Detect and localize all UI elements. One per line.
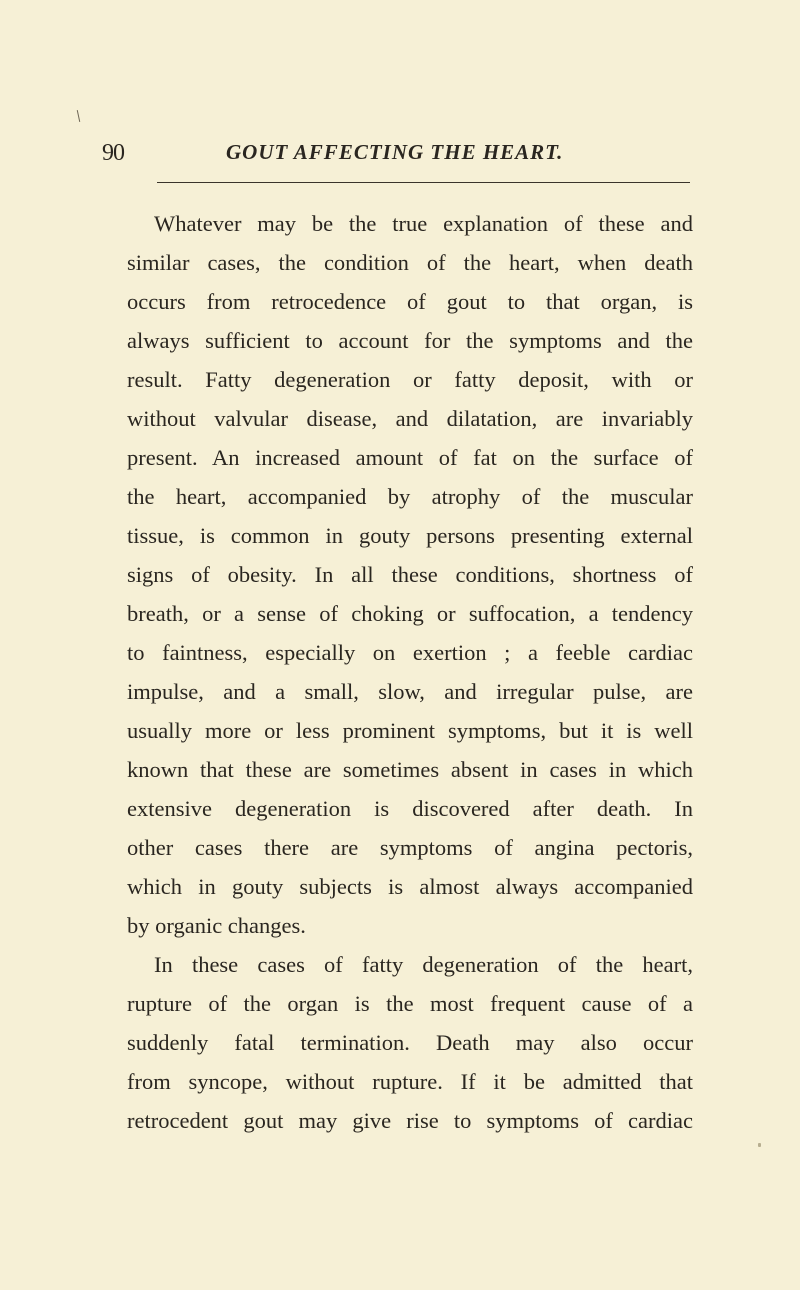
- text-line: extensive degeneration is discovered after death. In: [127, 796, 693, 821]
- page-header: [102, 140, 692, 170]
- text-line: impulse, and a small, slow, and irregular pulse, are: [127, 679, 693, 704]
- text-line: breath, or a sense of choking or suffocation, a tendency: [127, 601, 693, 626]
- text-line: from syncope, without rupture. If it be admitted that: [127, 1069, 693, 1094]
- text-line: other cases there are symptoms of angina pectoris,: [127, 835, 693, 860]
- text-line: retrocedent gout may give rise to symptoms of cardiac: [127, 1108, 693, 1133]
- body-text: [127, 204, 693, 1140]
- text-line: known that these are sometimes absent in cases in which: [127, 757, 693, 782]
- text-line: without valvular disease, and dilatation, are invariably: [127, 406, 693, 431]
- header-rule: [157, 182, 690, 183]
- text-line: occurs from retrocedence of gout to that organ, is: [127, 289, 693, 314]
- text-line: always sufficient to account for the symptoms and the: [127, 328, 693, 353]
- text-line: present. An increased amount of fat on the surface of: [127, 445, 693, 470]
- page-number: 90: [102, 140, 124, 166]
- text-line: rupture of the organ is the most frequent cause of a: [127, 991, 693, 1016]
- text-line: tissue, is common in gouty persons presenting external: [127, 523, 693, 548]
- print-speck: [758, 1143, 761, 1147]
- text-line: by organic changes.: [127, 913, 306, 938]
- margin-mark: [77, 110, 80, 122]
- text-line: suddenly fatal termination. Death may also occur: [127, 1030, 693, 1055]
- text-line: signs of obesity. In all these conditions, shortness of: [127, 562, 693, 587]
- text-line: the heart, accompanied by atrophy of the muscular: [127, 484, 693, 509]
- text-line: which in gouty subjects is almost always accompanied: [127, 874, 693, 899]
- running-title: GOUT AFFECTING THE HEART.: [226, 140, 564, 164]
- text-line: to faintness, especially on exertion ; a feeble cardiac: [127, 640, 693, 665]
- text-line: similar cases, the condition of the heart, when death: [127, 250, 693, 275]
- text-line: In these cases of fatty degeneration of the heart,: [154, 952, 693, 977]
- text-line: result. Fatty degeneration or fatty deposit, with or: [127, 367, 693, 392]
- text-line: Whatever may be the true explanation of these and: [154, 211, 693, 236]
- text-line: usually more or less prominent symptoms, but it is well: [127, 718, 693, 743]
